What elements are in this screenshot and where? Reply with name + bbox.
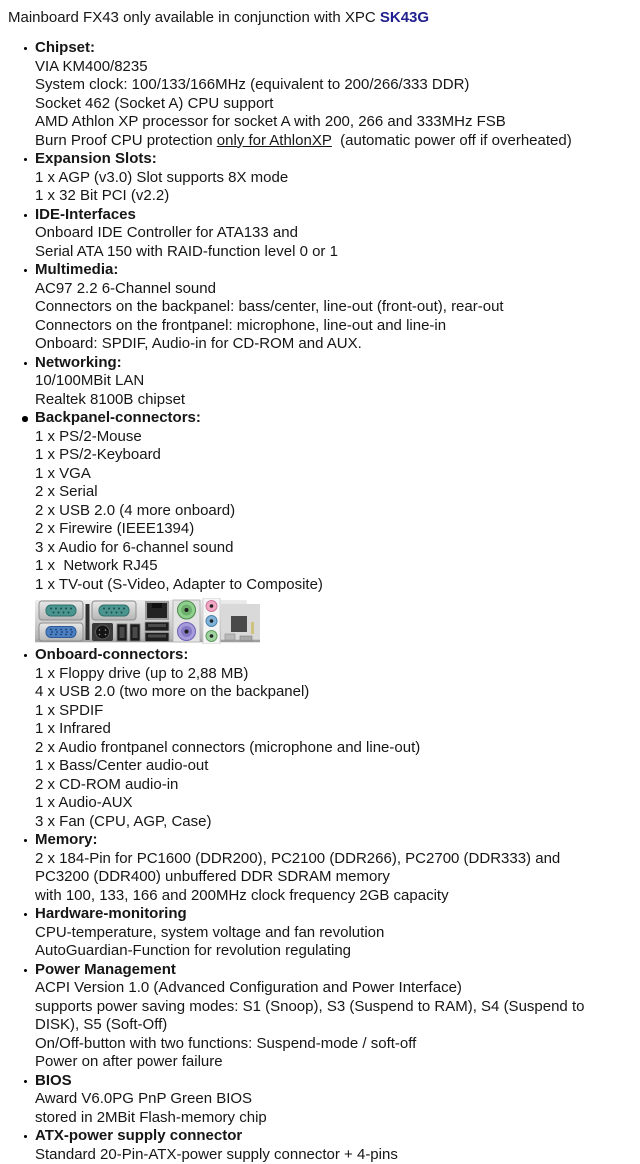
spec-line: On/Off-button with two functions: Suspend-mode / soft-off xyxy=(35,1035,630,1054)
spec-line: Standard 20-Pin-ATX-power supply connector + 4-pins xyxy=(35,1146,630,1164)
spec-sections-top xyxy=(8,39,630,594)
serial-port-icon xyxy=(92,601,136,620)
spec-line: Power on after power failure xyxy=(35,1053,630,1072)
spec-line: 1 x Bass/Center audio-out xyxy=(35,757,630,776)
spec-line: PC3200 (DDR400) unbuffered DDR SDRAM memory xyxy=(35,868,630,887)
bullet-icon xyxy=(24,362,27,365)
bullet-icon xyxy=(24,969,27,972)
spec-line: 1 x VGA xyxy=(35,465,630,484)
spec-line: 2 x CD-ROM audio-in xyxy=(35,776,630,795)
spec-line: 1 x PS/2-Keyboard xyxy=(35,446,630,465)
spec-section-bios xyxy=(8,1072,630,1128)
spec-line: 1 x 32 Bit PCI (v2.2) xyxy=(35,187,630,206)
spec-line: 4 x USB 2.0 (two more on the backpanel) xyxy=(35,683,630,702)
spec-section-chipset xyxy=(8,39,630,150)
bullet-icon xyxy=(24,269,27,272)
section-title xyxy=(35,1127,630,1146)
spec-line: 1 x AGP (v3.0) Slot supports 8X mode xyxy=(35,169,630,188)
section-title xyxy=(35,831,630,850)
spec-line: 1 x Floppy drive (up to 2,88 MB) xyxy=(35,665,630,684)
section-title xyxy=(35,905,630,924)
page-title xyxy=(8,8,630,27)
spec-section-expansion-slots xyxy=(8,150,630,206)
spec-line: ACPI Version 1.0 (Advanced Configuration and Power Interface) xyxy=(35,979,630,998)
audio-jacks-icon xyxy=(203,598,220,644)
spec-line: Onboard IDE Controller for ATA133 and xyxy=(35,224,630,243)
bullet-icon xyxy=(24,214,27,217)
spec-section-memory xyxy=(8,831,630,905)
spec-line: 2 x USB 2.0 (4 more onboard) xyxy=(35,502,630,521)
rj45-port-icon xyxy=(145,601,169,620)
section-title-text: IDE-Interfaces xyxy=(35,206,136,223)
spec-line: System clock: 100/133/166MHz (equivalent to 200/266/333 DDR) xyxy=(35,76,630,95)
spec-line: supports power saving modes: S1 (Snoop), S3 (Suspend to RAM), S4 (Suspend to xyxy=(35,998,630,1017)
section-title xyxy=(35,39,630,58)
spec-line: 2 x 184-Pin for PC1600 (DDR200), PC2100 (DDR266), PC2700 (DDR333) and xyxy=(35,850,630,869)
spec-line: VIA KM400/8235 xyxy=(35,58,630,77)
vga-port-icon xyxy=(39,623,83,641)
spec-line: Connectors on the frontpanel: microphone, line-out and line-in xyxy=(35,317,630,336)
spec-line: 1 x Audio-AUX xyxy=(35,794,630,813)
panel-divider xyxy=(86,604,90,640)
section-title xyxy=(35,261,630,280)
bullet-icon xyxy=(24,47,27,50)
spec-sections-bottom xyxy=(8,646,630,1164)
spec-section-ide-interfaces xyxy=(8,206,630,262)
spec-line: AMD Athlon XP processor for socket A with 200, 266 and 333MHz FSB xyxy=(35,113,630,132)
section-title xyxy=(35,354,630,373)
section-title-text: Multimedia: xyxy=(35,261,118,278)
bullet-icon xyxy=(22,416,28,422)
spec-section-power-management xyxy=(8,961,630,1072)
section-title-text: Power Management xyxy=(35,961,176,978)
bullet-icon xyxy=(24,839,27,842)
spec-line: 3 x Fan (CPU, AGP, Case) xyxy=(35,813,630,832)
section-title xyxy=(35,961,630,980)
spec-line: Onboard: SPDIF, Audio-in for CD-ROM and AUX. xyxy=(35,335,630,354)
spec-section-onboard-connectors xyxy=(8,646,630,831)
section-title-text: Expansion Slots: xyxy=(35,150,157,167)
spec-section-backpanel-connectors xyxy=(8,409,630,594)
section-title-text: Onboard-connectors: xyxy=(35,646,188,663)
spec-line: 1 x Network RJ45 xyxy=(35,557,630,576)
spec-line-text: Burn Proof CPU protection xyxy=(35,132,217,149)
spec-line: 2 x Serial xyxy=(35,483,630,502)
serial-port-icon xyxy=(39,601,83,620)
svideo-port-icon xyxy=(92,623,113,641)
spec-line: Serial ATA 150 with RAID-function level 0 or 1 xyxy=(35,243,630,262)
spec-section-atx-power xyxy=(8,1127,630,1164)
section-title-text: Hardware-monitoring xyxy=(35,905,187,922)
bullet-icon xyxy=(24,913,27,916)
section-title xyxy=(35,409,630,428)
section-title xyxy=(35,646,630,665)
spec-line: 2 x Audio frontpanel connectors (microphone and line-out) xyxy=(35,739,630,758)
spec-section-networking xyxy=(8,354,630,410)
spec-line: with 100, 133, 166 and 200MHz clock frequency 2GB capacity xyxy=(35,887,630,906)
spec-line: AC97 2.2 6-Channel sound xyxy=(35,280,630,299)
section-title-text: Backpanel-connectors: xyxy=(35,409,201,426)
bullet-icon xyxy=(24,1080,27,1083)
spec-line-text: (automatic power off if overheated) xyxy=(332,132,572,149)
ps2-ports-icon xyxy=(173,600,200,642)
bullet-icon xyxy=(24,1135,27,1138)
spec-line: Realtek 8100B chipset xyxy=(35,391,630,410)
backpanel-connectors-photo xyxy=(35,598,260,644)
spec-line: AutoGuardian-Function for revolution regulating xyxy=(35,942,630,961)
section-title-text: Memory: xyxy=(35,831,98,848)
spec-line: Socket 462 (Socket A) CPU support xyxy=(35,95,630,114)
spec-line: 1 x Infrared xyxy=(35,720,630,739)
section-title-text: ATX-power supply connector xyxy=(35,1127,242,1144)
section-title-text: BIOS xyxy=(35,1072,72,1089)
spec-line: 1 x TV-out (S-Video, Adapter to Composite) xyxy=(35,576,630,595)
bullet-icon xyxy=(24,654,27,657)
spec-line xyxy=(35,132,630,151)
spec-line: 2 x Firewire (IEEE1394) xyxy=(35,520,630,539)
section-title xyxy=(35,206,630,225)
spec-line: stored in 2MBit Flash-memory chip xyxy=(35,1109,630,1128)
spec-line: Connectors on the backpanel: bass/center, line-out (front-out), rear-out xyxy=(35,298,630,317)
spec-line: 3 x Audio for 6-channel sound xyxy=(35,539,630,558)
page-title-text: Mainboard FX43 only available in conjunction with XPC xyxy=(8,9,380,26)
spec-line: 1 x SPDIF xyxy=(35,702,630,721)
bullet-icon xyxy=(24,158,27,161)
underlined-text: only for AthlonXP xyxy=(217,132,332,149)
spec-line: DISK), S5 (Soft-Off) xyxy=(35,1016,630,1035)
spec-line: Award V6.0PG PnP Green BIOS xyxy=(35,1090,630,1109)
section-title-text: Chipset: xyxy=(35,39,95,56)
section-title-text: Networking: xyxy=(35,354,122,371)
section-title xyxy=(35,1072,630,1091)
spec-line: 1 x PS/2-Mouse xyxy=(35,428,630,447)
spec-line: 10/100MBit LAN xyxy=(35,372,630,391)
spec-section-hardware-monitoring xyxy=(8,905,630,961)
section-title xyxy=(35,150,630,169)
model-link[interactable]: SK43G xyxy=(380,9,429,26)
spec-section-multimedia xyxy=(8,261,630,354)
spec-line: CPU-temperature, system voltage and fan revolution xyxy=(35,924,630,943)
